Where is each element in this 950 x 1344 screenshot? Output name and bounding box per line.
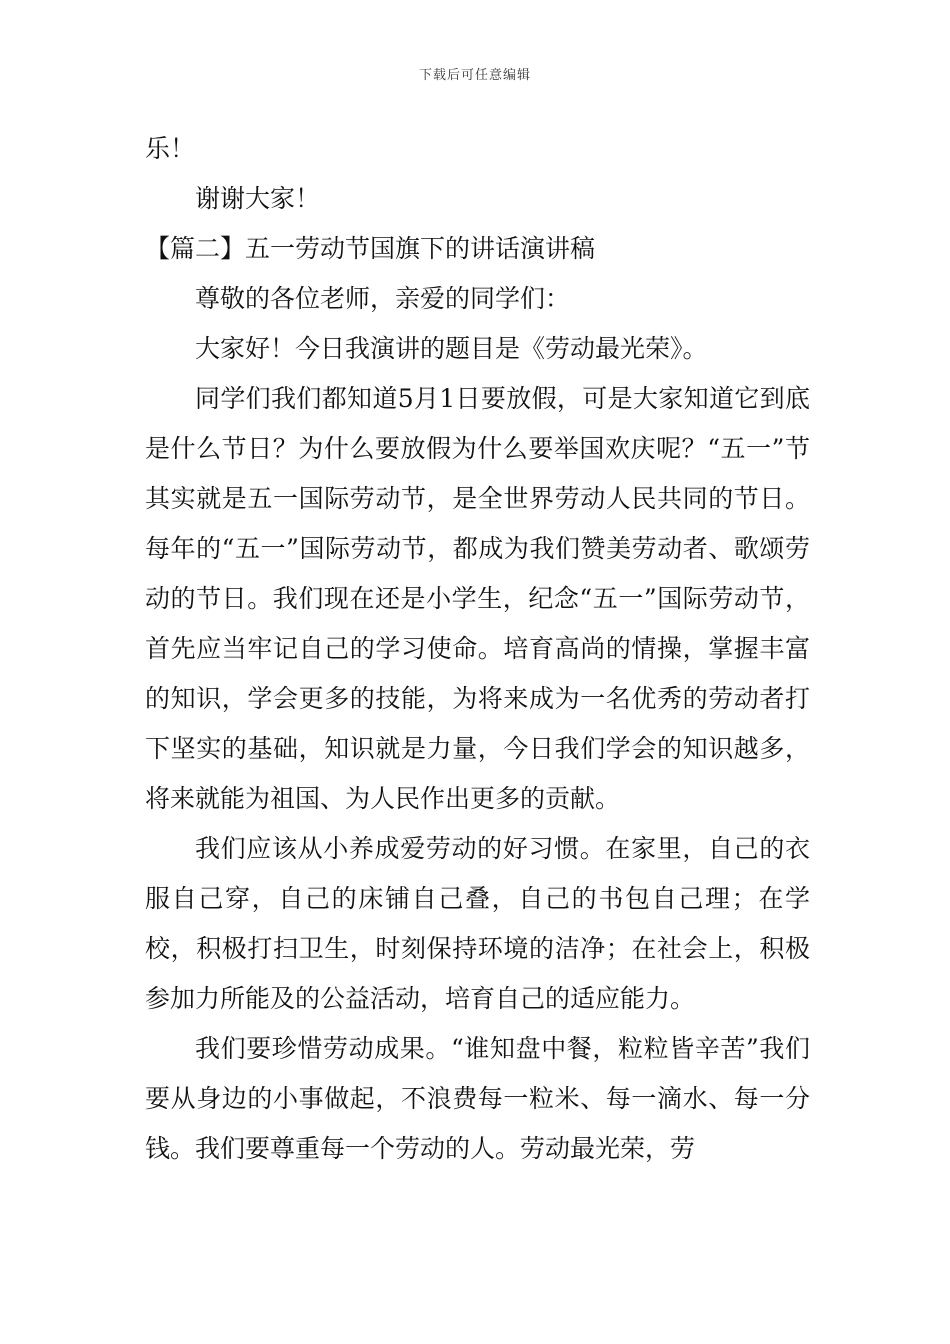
paragraph-body: 同学们我们都知道5月1日要放假，可是大家知道它到底是什么节日？为什么要放假为什么要举国欢庆呢？“五一”节其实就是五一国际劳动节，是全世界劳动人民共同的节日。每年的“五一”国际劳动节，都成为我们赞美劳动者、歌颂劳动的节日。我们现在还是小学生，纪念“五一”国际劳动节，首先应当牢记自己的学习使命。培育高尚的情操，掌握丰富的知识，学会更多的技能，为将来成为一名优秀的劳动者打下坚实的基础，知识就是力量，今日我们学会的知识越多，将来就能为祖国、为人民作出更多的贡献。 <box>145 384 810 813</box>
section-heading: 【篇二】五一劳动节国旗下的讲话演讲稿 <box>145 234 596 263</box>
paragraph-thanks: 谢谢大家！ <box>195 184 321 213</box>
paragraph-salutation: 尊敬的各位老师，亲爱的同学们： <box>195 284 571 313</box>
document-body <box>145 124 810 1174</box>
page-header: 下载后可任意编辑 <box>418 68 531 83</box>
paragraph-closing-fragment: 乐！ <box>145 134 196 163</box>
paragraph-body: 我们要珍惜劳动成果。“谁知盘中餐，粒粒皆辛苦”我们要从身边的小事做起，不浪费每一粒米、每一滴水、每一分钱。我们要尊重每一个劳动的人。劳动最光荣，劳 <box>145 1034 810 1163</box>
paragraph-body: 我们应该从小养成爱劳动的好习惯。在家里，自己的衣服自己穿，自己的床铺自己叠，自己的书包自己理；在学校，积极打扫卫生，时刻保持环境的洁净；在社会上，积极参加力所能及的公益活动，培育自己的适应能力。 <box>145 834 810 1013</box>
paragraph-greeting: 大家好！今日我演讲的题目是《劳动最光荣》。 <box>195 334 708 363</box>
